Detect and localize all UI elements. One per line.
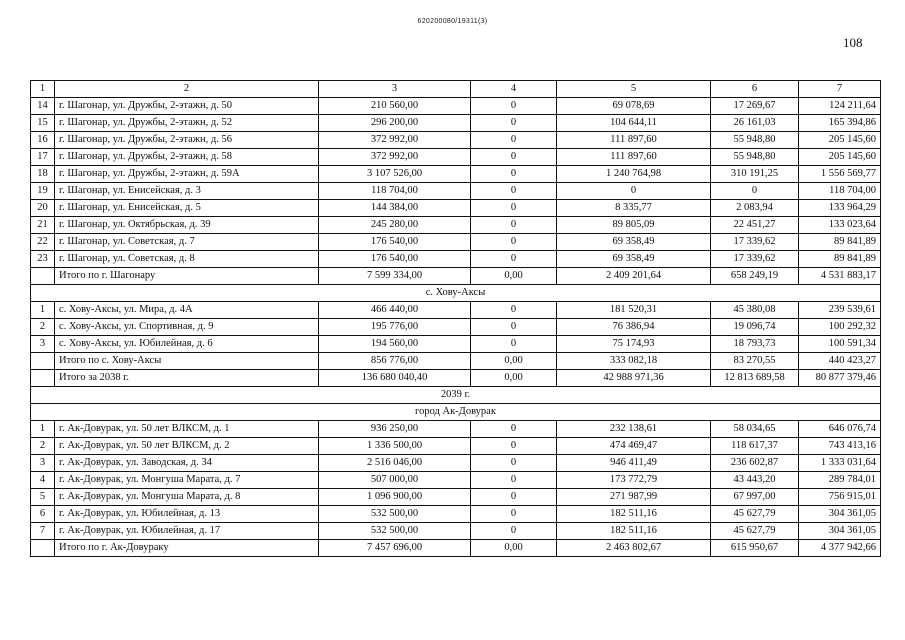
col5-cell: 181 520,31 <box>557 302 711 319</box>
col3-cell: 507 000,00 <box>319 472 471 489</box>
row-number: 20 <box>31 200 55 217</box>
total-col6: 615 950,67 <box>711 540 799 557</box>
total-col7: 440 423,27 <box>799 353 881 370</box>
col4-cell: 0 <box>471 217 557 234</box>
col7-cell: 89 841,89 <box>799 251 881 268</box>
col7-cell: 100 292,32 <box>799 319 881 336</box>
col7-cell: 239 539,61 <box>799 302 881 319</box>
col7-cell: 133 023,64 <box>799 217 881 234</box>
row-number: 3 <box>31 336 55 353</box>
col5-cell: 111 897,60 <box>557 149 711 166</box>
col4-cell: 0 <box>471 523 557 540</box>
col6-cell: 2 083,94 <box>711 200 799 217</box>
col5-cell: 89 805,09 <box>557 217 711 234</box>
col7-cell: 1 333 031,64 <box>799 455 881 472</box>
col4-cell: 0 <box>471 183 557 200</box>
col-header-3: 3 <box>319 81 471 98</box>
col4-cell: 0 <box>471 166 557 183</box>
section-heading-text: город Ак-Довурак <box>31 404 881 421</box>
col4-cell: 0 <box>471 489 557 506</box>
table-row <box>31 472 881 489</box>
table-row <box>31 455 881 472</box>
col4-cell: 0 <box>471 149 557 166</box>
housing-register-table <box>30 80 881 557</box>
col6-cell: 45 380,08 <box>711 302 799 319</box>
col7-cell: 118 704,00 <box>799 183 881 200</box>
row-number: 6 <box>31 506 55 523</box>
col3-cell: 245 280,00 <box>319 217 471 234</box>
col4-cell: 0 <box>471 506 557 523</box>
table-row <box>31 506 881 523</box>
total-col4: 0,00 <box>471 370 557 387</box>
col6-cell: 118 617,37 <box>711 438 799 455</box>
col5-cell: 946 411,49 <box>557 455 711 472</box>
table-row <box>31 166 881 183</box>
col4-cell: 0 <box>471 98 557 115</box>
col3-cell: 296 200,00 <box>319 115 471 132</box>
col3-cell: 372 992,00 <box>319 149 471 166</box>
col4-cell: 0 <box>471 200 557 217</box>
row-number: 7 <box>31 523 55 540</box>
table-row <box>31 132 881 149</box>
total-col4: 0,00 <box>471 268 557 285</box>
total-col3: 7 457 696,00 <box>319 540 471 557</box>
address-cell: с. Хову-Аксы, ул. Мира, д. 4А <box>55 302 319 319</box>
row-number: 3 <box>31 455 55 472</box>
col5-cell: 182 511,16 <box>557 523 711 540</box>
col7-cell: 1 556 569,77 <box>799 166 881 183</box>
col7-cell: 100 591,34 <box>799 336 881 353</box>
total-col6: 658 249,19 <box>711 268 799 285</box>
table-row <box>31 200 881 217</box>
address-cell: г. Ак-Довурак, ул. Юбилейная, д. 13 <box>55 506 319 523</box>
col3-cell: 195 776,00 <box>319 319 471 336</box>
col4-cell: 0 <box>471 472 557 489</box>
col7-cell: 743 413,16 <box>799 438 881 455</box>
col6-cell: 0 <box>711 183 799 200</box>
total-col4: 0,00 <box>471 353 557 370</box>
total-col3: 856 776,00 <box>319 353 471 370</box>
col6-cell: 55 948,80 <box>711 132 799 149</box>
col5-cell: 76 386,94 <box>557 319 711 336</box>
total-col3: 7 599 334,00 <box>319 268 471 285</box>
col5-cell: 1 240 764,98 <box>557 166 711 183</box>
col3-cell: 176 540,00 <box>319 251 471 268</box>
address-cell: г. Шагонар, ул. Дружбы, 2-этажн, д. 58 <box>55 149 319 166</box>
col6-cell: 17 269,67 <box>711 98 799 115</box>
total-label: Итого по с. Хову-Аксы <box>55 353 319 370</box>
col5-cell: 232 138,61 <box>557 421 711 438</box>
table-row <box>31 421 881 438</box>
col7-cell: 124 211,64 <box>799 98 881 115</box>
col5-cell: 0 <box>557 183 711 200</box>
address-cell: г. Шагонар, ул. Дружбы, 2-этажн, д. 59А <box>55 166 319 183</box>
table-row <box>31 217 881 234</box>
col6-cell: 58 034,65 <box>711 421 799 438</box>
col3-cell: 210 560,00 <box>319 98 471 115</box>
col3-cell: 1 096 900,00 <box>319 489 471 506</box>
empty-cell <box>31 268 55 285</box>
col3-cell: 532 500,00 <box>319 523 471 540</box>
total-col3: 136 680 040,40 <box>319 370 471 387</box>
section-heading <box>31 285 881 302</box>
col5-cell: 8 335,77 <box>557 200 711 217</box>
page-number: 108 <box>843 35 863 50</box>
col4-cell: 0 <box>471 336 557 353</box>
row-number: 14 <box>31 98 55 115</box>
col6-cell: 45 627,79 <box>711 523 799 540</box>
table-body <box>31 81 881 557</box>
row-number: 19 <box>31 183 55 200</box>
col4-cell: 0 <box>471 438 557 455</box>
total-row <box>31 370 881 387</box>
table-row <box>31 234 881 251</box>
col6-cell: 310 191,25 <box>711 166 799 183</box>
address-cell: г. Шагонар, ул. Советская, д. 8 <box>55 251 319 268</box>
col3-cell: 194 560,00 <box>319 336 471 353</box>
total-col7: 4 531 883,17 <box>799 268 881 285</box>
col3-cell: 144 384,00 <box>319 200 471 217</box>
row-number: 1 <box>31 302 55 319</box>
col5-cell: 69 358,49 <box>557 234 711 251</box>
row-number: 2 <box>31 319 55 336</box>
table-row <box>31 115 881 132</box>
address-cell: г. Шагонар, ул. Октябрьская, д. 39 <box>55 217 319 234</box>
col6-cell: 236 602,87 <box>711 455 799 472</box>
row-number: 23 <box>31 251 55 268</box>
col3-cell: 936 250,00 <box>319 421 471 438</box>
col3-cell: 372 992,00 <box>319 132 471 149</box>
row-number: 1 <box>31 421 55 438</box>
col3-cell: 532 500,00 <box>319 506 471 523</box>
col6-cell: 43 443,20 <box>711 472 799 489</box>
row-number: 2 <box>31 438 55 455</box>
col6-cell: 17 339,62 <box>711 234 799 251</box>
col4-cell: 0 <box>471 421 557 438</box>
column-number-row <box>31 81 881 98</box>
address-cell: с. Хову-Аксы, ул. Юбилейная, д. 6 <box>55 336 319 353</box>
address-cell: г. Ак-Довурак, ул. 50 лет ВЛКСМ, д. 1 <box>55 421 319 438</box>
total-col4: 0,00 <box>471 540 557 557</box>
col7-cell: 304 361,05 <box>799 506 881 523</box>
address-cell: г. Ак-Довурак, ул. Монгуша Марата, д. 8 <box>55 489 319 506</box>
col5-cell: 182 511,16 <box>557 506 711 523</box>
table-row <box>31 489 881 506</box>
row-number: 4 <box>31 472 55 489</box>
address-cell: г. Ак-Довурак, ул. Юбилейная, д. 17 <box>55 523 319 540</box>
total-label: Итого за 2038 г. <box>55 370 319 387</box>
col6-cell: 67 997,00 <box>711 489 799 506</box>
total-row <box>31 353 881 370</box>
row-number: 15 <box>31 115 55 132</box>
total-col7: 80 877 379,46 <box>799 370 881 387</box>
address-cell: г. Шагонар, ул. Дружбы, 2-этажн, д. 52 <box>55 115 319 132</box>
col4-cell: 0 <box>471 115 557 132</box>
col7-cell: 89 841,89 <box>799 234 881 251</box>
col7-cell: 165 394,86 <box>799 115 881 132</box>
col5-cell: 69 078,69 <box>557 98 711 115</box>
row-number: 17 <box>31 149 55 166</box>
col7-cell: 205 145,60 <box>799 132 881 149</box>
table-row <box>31 336 881 353</box>
table-row <box>31 98 881 115</box>
col-header-2: 2 <box>55 81 319 98</box>
col7-cell: 304 361,05 <box>799 523 881 540</box>
col6-cell: 26 161,03 <box>711 115 799 132</box>
col7-cell: 289 784,01 <box>799 472 881 489</box>
address-cell: г. Шагонар, ул. Енисейская, д. 5 <box>55 200 319 217</box>
col6-cell: 22 451,27 <box>711 217 799 234</box>
col4-cell: 0 <box>471 302 557 319</box>
table-row <box>31 302 881 319</box>
col7-cell: 205 145,60 <box>799 149 881 166</box>
address-cell: г. Шагонар, ул. Советская, д. 7 <box>55 234 319 251</box>
col5-cell: 474 469,47 <box>557 438 711 455</box>
address-cell: г. Ак-Довурак, ул. 50 лет ВЛКСМ, д. 2 <box>55 438 319 455</box>
col3-cell: 466 440,00 <box>319 302 471 319</box>
total-col6: 83 270,55 <box>711 353 799 370</box>
total-col6: 12 813 689,58 <box>711 370 799 387</box>
year-heading-text: 2039 г. <box>31 387 881 404</box>
col4-cell: 0 <box>471 319 557 336</box>
col3-cell: 176 540,00 <box>319 234 471 251</box>
table-row <box>31 183 881 200</box>
total-col5: 2 463 802,67 <box>557 540 711 557</box>
table-row <box>31 319 881 336</box>
total-label: Итого по г. Ак-Довураку <box>55 540 319 557</box>
address-cell: г. Шагонар, ул. Енисейская, д. 3 <box>55 183 319 200</box>
col7-cell: 646 076,74 <box>799 421 881 438</box>
table-row <box>31 149 881 166</box>
col6-cell: 19 096,74 <box>711 319 799 336</box>
col-header-7: 7 <box>799 81 881 98</box>
col-header-4: 4 <box>471 81 557 98</box>
row-number: 18 <box>31 166 55 183</box>
col6-cell: 45 627,79 <box>711 506 799 523</box>
empty-cell <box>31 370 55 387</box>
empty-cell <box>31 353 55 370</box>
col5-cell: 271 987,99 <box>557 489 711 506</box>
total-col5: 42 988 971,36 <box>557 370 711 387</box>
section-heading <box>31 404 881 421</box>
total-col5: 2 409 201,64 <box>557 268 711 285</box>
row-number: 5 <box>31 489 55 506</box>
col5-cell: 75 174,93 <box>557 336 711 353</box>
col4-cell: 0 <box>471 455 557 472</box>
col3-cell: 1 336 500,00 <box>319 438 471 455</box>
address-cell: с. Хову-Аксы, ул. Спортивная, д. 9 <box>55 319 319 336</box>
col-header-1: 1 <box>31 81 55 98</box>
col3-cell: 2 516 046,00 <box>319 455 471 472</box>
col6-cell: 17 339,62 <box>711 251 799 268</box>
row-number: 22 <box>31 234 55 251</box>
total-col5: 333 082,18 <box>557 353 711 370</box>
address-cell: г. Ак-Довурак, ул. Заводская, д. 34 <box>55 455 319 472</box>
row-number: 21 <box>31 217 55 234</box>
address-cell: г. Шагонар, ул. Дружбы, 2-этажн, д. 50 <box>55 98 319 115</box>
col6-cell: 55 948,80 <box>711 149 799 166</box>
table-row <box>31 251 881 268</box>
col-header-5: 5 <box>557 81 711 98</box>
address-cell: г. Шагонар, ул. Дружбы, 2-этажн, д. 56 <box>55 132 319 149</box>
year-heading <box>31 387 881 404</box>
empty-cell <box>31 540 55 557</box>
col5-cell: 111 897,60 <box>557 132 711 149</box>
section-heading-text: с. Хову-Аксы <box>31 285 881 302</box>
address-cell: г. Ак-Довурак, ул. Монгуша Марата, д. 7 <box>55 472 319 489</box>
col3-cell: 3 107 526,00 <box>319 166 471 183</box>
col6-cell: 18 793,73 <box>711 336 799 353</box>
table-row <box>31 438 881 455</box>
col4-cell: 0 <box>471 251 557 268</box>
row-number: 16 <box>31 132 55 149</box>
col3-cell: 118 704,00 <box>319 183 471 200</box>
col-header-6: 6 <box>711 81 799 98</box>
table-row <box>31 523 881 540</box>
col4-cell: 0 <box>471 234 557 251</box>
total-col7: 4 377 942,66 <box>799 540 881 557</box>
col7-cell: 756 915,01 <box>799 489 881 506</box>
document-id: 620200080/19311(3) <box>417 18 488 25</box>
col4-cell: 0 <box>471 132 557 149</box>
total-label: Итого по г. Шагонару <box>55 268 319 285</box>
total-row <box>31 540 881 557</box>
col7-cell: 133 964,29 <box>799 200 881 217</box>
col5-cell: 69 358,49 <box>557 251 711 268</box>
col5-cell: 173 772,79 <box>557 472 711 489</box>
total-row <box>31 268 881 285</box>
col5-cell: 104 644,11 <box>557 115 711 132</box>
